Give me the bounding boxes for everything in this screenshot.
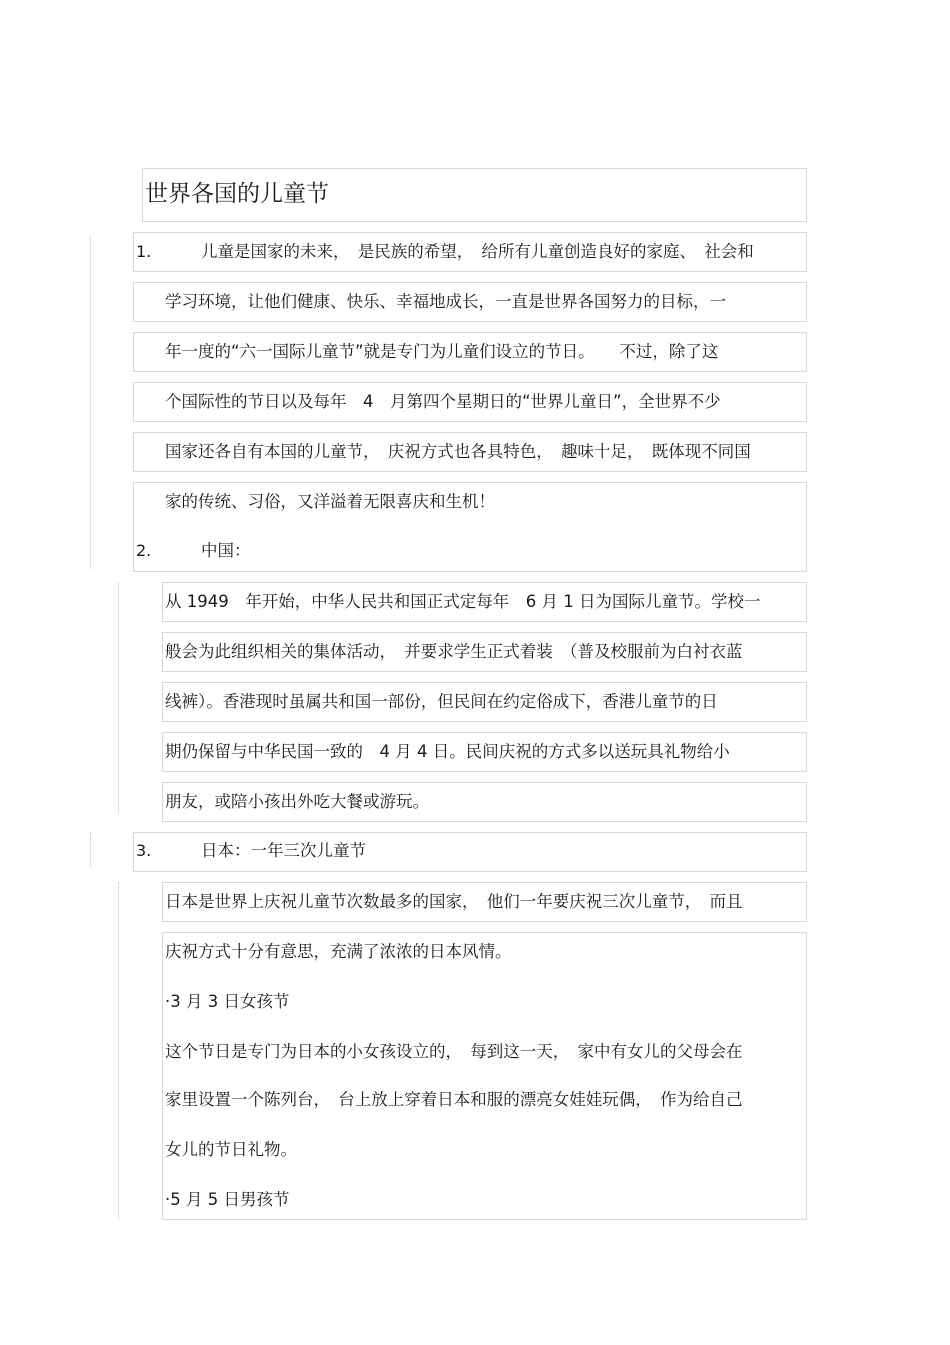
margin-marker — [90, 235, 91, 570]
block-frame — [162, 932, 807, 1220]
paragraph-line: 女儿的节日礼物。 — [165, 1140, 297, 1159]
paragraph-line: 家里设置一个陈列台， 台上放上穿着日本和服的漂亮女娃娃玩偶， 作为给自己 — [165, 1090, 743, 1109]
paragraph-line: 年一度的“六一国际儿童节”就是专门为儿童们设立的节日。 不过，除了这 — [165, 342, 719, 361]
bullet-heading: ·5 月 5 日男孩节 — [165, 1190, 290, 1209]
margin-marker — [118, 583, 119, 813]
paragraph-line: 线裤）。香港现时虽属共和国一部份，但民间在约定俗成下，香港儿童节的日 — [165, 692, 718, 711]
paragraph-line: 家的传统、习俗，又洋溢着无限喜庆和生机！ — [165, 492, 495, 511]
margin-marker — [118, 882, 119, 1220]
paragraph-line: 日本是世界上庆祝儿童节次数最多的国家， 他们一年要庆祝三次儿童节， 而且 — [165, 892, 743, 911]
item-number: 1. — [136, 242, 152, 261]
paragraph-line: 这个节日是专门为日本的小女孩设立的， 每到这一天， 家中有女儿的父母会在 — [165, 1042, 743, 1061]
paragraph-line: 国家还各自有本国的儿童节， 庆祝方式也各具特色， 趣味十足， 既体现不同国 — [165, 442, 751, 461]
item-number: 2. — [136, 541, 152, 560]
document-title: 世界各国的儿童节 — [145, 181, 329, 207]
paragraph-line: 般会为此组织相关的集体活动， 并要求学生正式着装 （普及校服前为白衬衣蓝 — [165, 642, 743, 661]
paragraph-line: 学习环境，让他们健康、快乐、幸福地成长，一直是世界各国努力的目标，一 — [165, 292, 726, 311]
section-heading: 中国： — [201, 541, 251, 560]
paragraph-line: 期仍保留与中华民国一致的 4 月 4 日。民间庆祝的方式多以送玩具礼物给小 — [165, 742, 730, 761]
paragraph-line: 个国际性的节日以及每年 4 月第四个星期日的“世界儿童日”，全世界不少 — [165, 392, 721, 411]
paragraph-line: 庆祝方式十分有意思，充满了浓浓的日本风情。 — [165, 942, 512, 961]
paragraph-line: 儿童是国家的未来， 是民族的希望， 给所有儿童创造良好的家庭、 社会和 — [201, 242, 754, 261]
bullet-heading: ·3 月 3 日女孩节 — [165, 992, 290, 1011]
paragraph-line: 朋友，或陪小孩出外吃大餐或游玩。 — [165, 792, 429, 811]
item-number: 3. — [136, 841, 152, 860]
section-heading: 日本：一年三次儿童节 — [201, 841, 366, 860]
margin-marker — [90, 832, 91, 868]
paragraph-line: 从 1949 年开始，中华人民共和国正式定每年 6 月 1 日为国际儿童节。学校一 — [165, 592, 761, 611]
